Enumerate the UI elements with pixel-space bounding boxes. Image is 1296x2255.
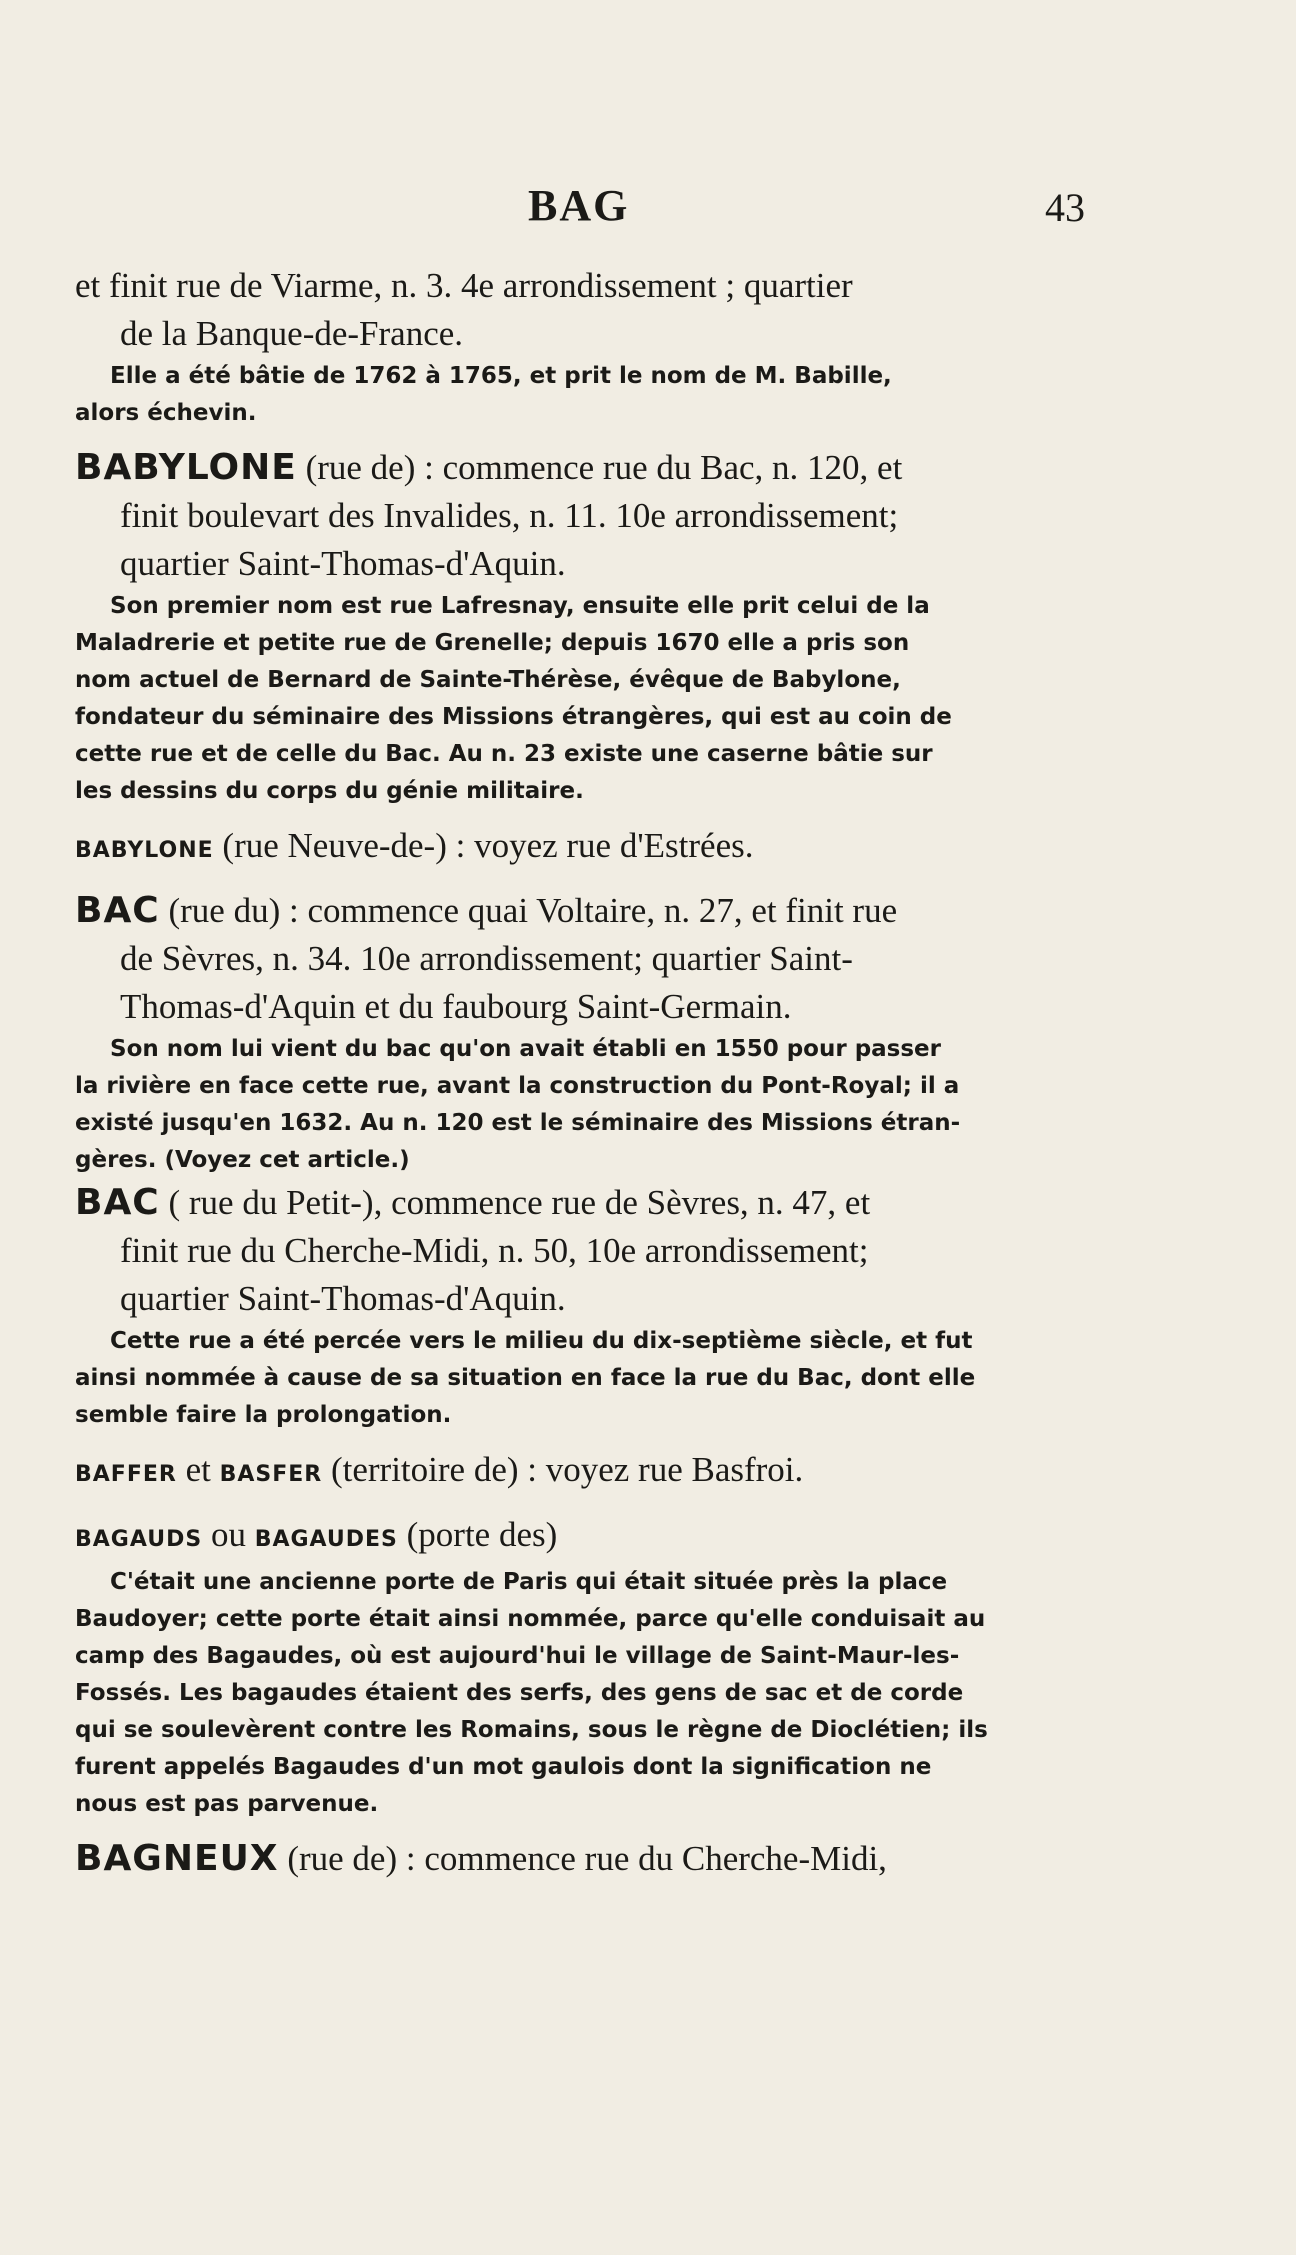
entry-headword-alt: BAGAUDES (254, 1527, 398, 1552)
entry-line-text: ( rue du Petit-), commence rue de Sèvres, n. 47, et (168, 1183, 871, 1222)
entry-line-text: (territoire de) : voyez rue Basfroi. (330, 1450, 804, 1489)
entry-line (75, 1446, 1105, 1499)
entry-line (75, 444, 1105, 492)
note-line: Baudoyer; cette porte était ainsi nommée, parce qu'elle conduisait au (75, 1606, 986, 1632)
entry-headword: BABYLONE (75, 447, 297, 488)
dictionary-text (75, 262, 1105, 1883)
entry-line: quartier Saint-Thomas-d'Aquin. (120, 1279, 566, 1318)
note-line: les dessins du corps du génie militaire. (75, 778, 584, 804)
entry-line: de Sèvres, n. 34. 10e arrondissement; quartier Saint- (120, 939, 853, 978)
entry-headword: BAC (75, 890, 160, 931)
entry-continuation (75, 262, 1105, 432)
entry-headword-alt: BASFER (219, 1462, 323, 1487)
entry-line-text: (porte des) (406, 1515, 558, 1554)
entry-headword: BAGNEUX (75, 1838, 279, 1879)
entry-headword: BAC (75, 1182, 160, 1223)
note-line: alors échevin. (75, 400, 257, 426)
entry-line: Thomas-d'Aquin et du faubourg Saint-Germain. (120, 987, 792, 1026)
entry-note (75, 1031, 1105, 1179)
entry-bac (75, 887, 1105, 1179)
note-line: ainsi nommée à cause de sa situation en face la rue du Bac, dont elle (75, 1365, 976, 1391)
note-line: semble faire la prolongation. (75, 1402, 452, 1428)
entry-note (75, 1323, 1105, 1434)
running-title: BAG (528, 181, 630, 230)
entry-line (75, 822, 1105, 875)
entry-line: finit boulevart des Invalides, n. 11. 10e arrondissement; (120, 496, 899, 535)
note-line: Maladrerie et petite rue de Grenelle; depuis 1670 elle a pris son (75, 630, 910, 656)
note-line: camp des Bagaudes, où est aujourd'hui le village de Saint-Maur-les- (75, 1643, 960, 1669)
entry-line (75, 1835, 1105, 1883)
entry-line (75, 1511, 1105, 1564)
note-line: nous est pas parvenue. (75, 1791, 379, 1817)
note-line: Elle a été bâtie de 1762 à 1765, et prit le nom de M. Babille, (110, 363, 892, 389)
entry-line-text: (rue Neuve-de-) : voyez rue d'Estrées. (222, 826, 754, 865)
entry-bagneux (75, 1835, 1105, 1883)
entry-line (75, 1179, 1105, 1227)
entry-note (75, 358, 1105, 432)
note-line: C'était une ancienne porte de Paris qui était située près la place (110, 1569, 948, 1595)
note-line: furent appelés Bagaudes d'un mot gaulois dont la signification ne (75, 1754, 932, 1780)
entry-line: de la Banque-de-France. (120, 314, 464, 353)
page-number: 43 (1045, 185, 1085, 230)
entry-babylone-neuve (75, 822, 1105, 875)
note-line: Cette rue a été percée vers le milieu du dix-septième siècle, et fut (110, 1328, 973, 1354)
note-line: Son premier nom est rue Lafresnay, ensuite elle prit celui de la (110, 593, 930, 619)
entry-line: finit rue du Cherche-Midi, n. 50, 10e arrondissement; (120, 1231, 869, 1270)
entry-note (75, 1564, 1105, 1823)
entry-petit-bac (75, 1179, 1105, 1434)
note-line: cette rue et de celle du Bac. Au n. 23 existe une caserne bâtie sur (75, 741, 933, 767)
entry-headword: BAGAUDS (75, 1527, 203, 1552)
entry-note (75, 588, 1105, 810)
note-line: existé jusqu'en 1632. Au n. 120 est le séminaire des Missions étran- (75, 1110, 961, 1136)
note-line: qui se soulevèrent contre les Romains, sous le règne de Dioclétien; ils (75, 1717, 988, 1743)
note-line: fondateur du séminaire des Missions étrangères, qui est au coin de (75, 704, 952, 730)
entry-bagauds (75, 1511, 1105, 1823)
running-head (0, 180, 1296, 240)
entry-line: quartier Saint-Thomas-d'Aquin. (120, 544, 566, 583)
note-line: Son nom lui vient du bac qu'on avait établi en 1550 pour passer (110, 1036, 941, 1062)
note-line: nom actuel de Bernard de Sainte-Thérèse, évêque de Babylone, (75, 667, 901, 693)
note-line: la rivière en face cette rue, avant la construction du Pont-Royal; il a (75, 1073, 960, 1099)
entry-line-text: (rue de) : commence rue du Cherche-Midi, (287, 1839, 887, 1878)
note-line: gères. (Voyez cet article.) (75, 1147, 410, 1173)
note-line: Fossés. Les bagaudes étaient des serfs, des gens de sac et de corde (75, 1680, 964, 1706)
entry-baffer (75, 1446, 1105, 1499)
entry-headword: BABYLONE (75, 838, 214, 863)
entry-line: et finit rue de Viarme, n. 3. 4e arrondissement ; quartier (75, 266, 853, 305)
entry-line-text: (rue de) : commence rue du Bac, n. 120, et (305, 448, 903, 487)
entry-connector: ou (210, 1515, 246, 1554)
entry-line-text: (rue du) : commence quai Voltaire, n. 27, et finit rue (168, 891, 898, 930)
entry-babylone (75, 444, 1105, 810)
entry-headword: BAFFER (75, 1462, 177, 1487)
entry-line (75, 887, 1105, 935)
entry-connector: et (185, 1450, 211, 1489)
